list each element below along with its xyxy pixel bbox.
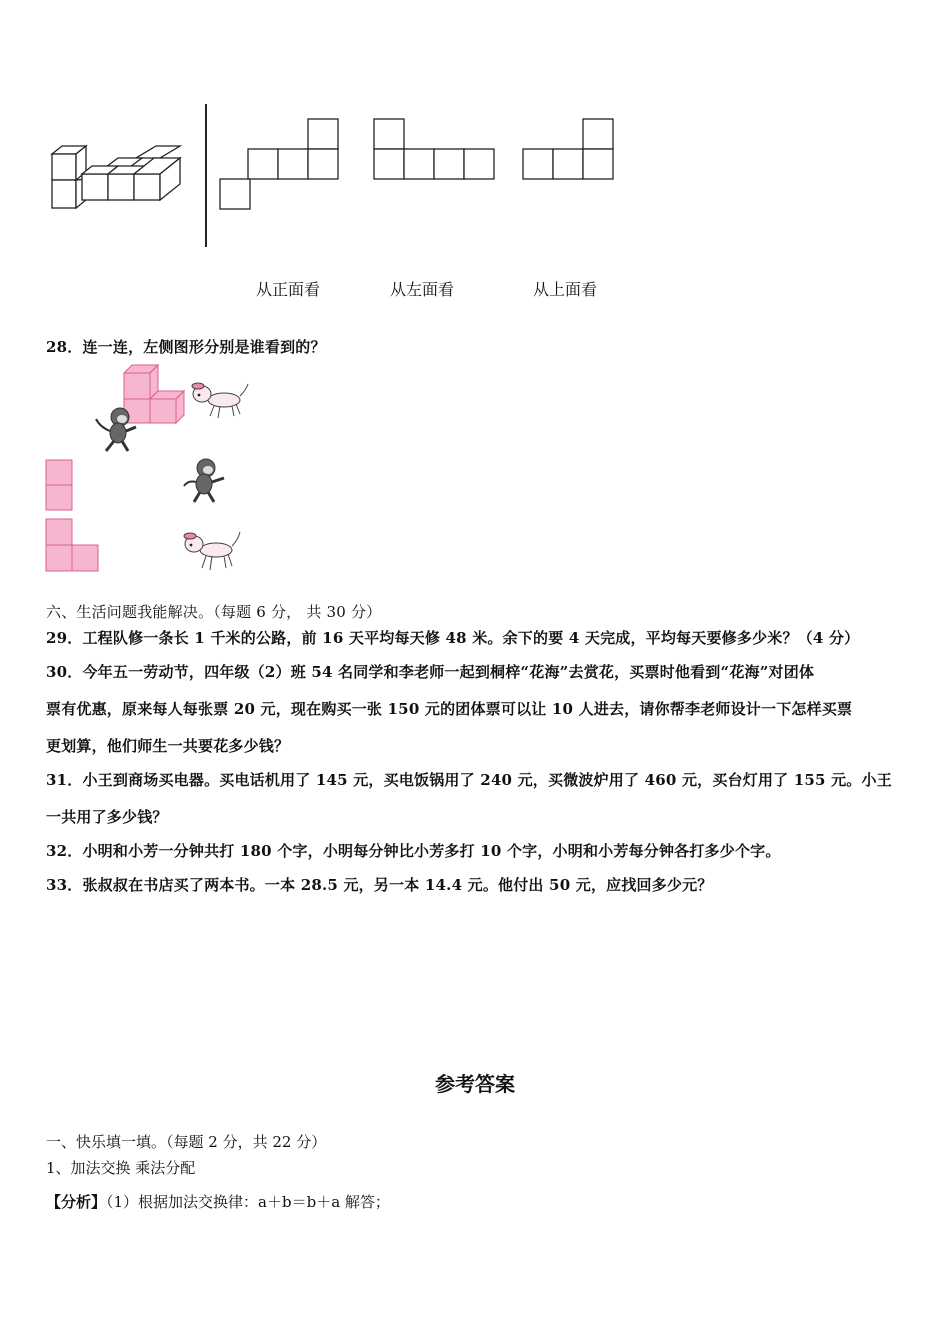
question-32: 32．小明和小芳一分钟共打 180 个字，小明每分钟比小芳多打 10 个字，小明和小芳每分钟各打多少个字。 [46, 842, 781, 860]
section-6-heading: 六、生活问题我能解决。（每题 6 分， 共 30 分） [46, 603, 382, 621]
left-view-label: 从左面看 [390, 280, 455, 299]
question-29: 29．工程队修一条长 1 千米的公路，前 16 天平均每天修 48 米。余下的要 4 天完成，平均每天要修多少米？（4 分） [46, 629, 860, 647]
answer-key-title: 参考答案 [435, 1072, 515, 1096]
analysis-text: （1）根据加法交换律：a＋b＝b＋a 解答； [106, 1193, 390, 1211]
dog-icon [188, 378, 250, 420]
top-view-figure [521, 117, 617, 181]
option-shape-vertical [45, 459, 75, 513]
answer-section-1: 一、快乐填一填。（每题 2 分，共 22 分） [46, 1133, 327, 1151]
question-31-line-1: 31．小王到商场买电器。买电话机用了 145 元，买电饭锅用了 240 元，买微波炉用了 460 元，买台灯用了 155 元。小王 [46, 771, 892, 789]
option-shape-l [45, 518, 101, 574]
top-view-label: 从上面看 [533, 280, 598, 299]
monkey-icon [92, 405, 142, 455]
analysis-tag: 【分析】 [46, 1193, 107, 1211]
dog-option-icon[interactable] [180, 528, 242, 572]
question-33: 33．张叔叔在书店买了两本书。一本 28.5 元，另一本 14.4 元。他付出 50 元，应找回多少元？ [46, 876, 713, 894]
left-view-figure [372, 117, 498, 181]
cube-assembly-3d [46, 140, 186, 214]
question-31-line-2: 一共用了多少钱？ [46, 808, 168, 826]
question-30-line-2: 票有优惠，原来每人每张票 20 元，现在购买一张 150 元的团体票可以让 10 人进去，请你帮李老师设计一下怎样买票 [46, 700, 853, 718]
question-30-line-3: 更划算，他们师生一共要花多少钱？ [46, 737, 290, 755]
front-view-figure [218, 117, 342, 211]
question-30-line-1: 30．今年五一劳动节，四年级（2）班 54 名同学和李老师一起到桐梓“花海”去赏花，买票时他看到“花海”对团体 [46, 663, 815, 681]
monkey-option-icon[interactable] [180, 456, 230, 506]
front-view-label: 从正面看 [256, 280, 321, 299]
answer-1: 1、加法交换 乘法分配 [46, 1159, 196, 1177]
divider-line [205, 104, 207, 247]
question-28: 28．连一连，左侧图形分别是谁看到的？ [46, 338, 326, 356]
analysis-line [46, 1191, 390, 1212]
